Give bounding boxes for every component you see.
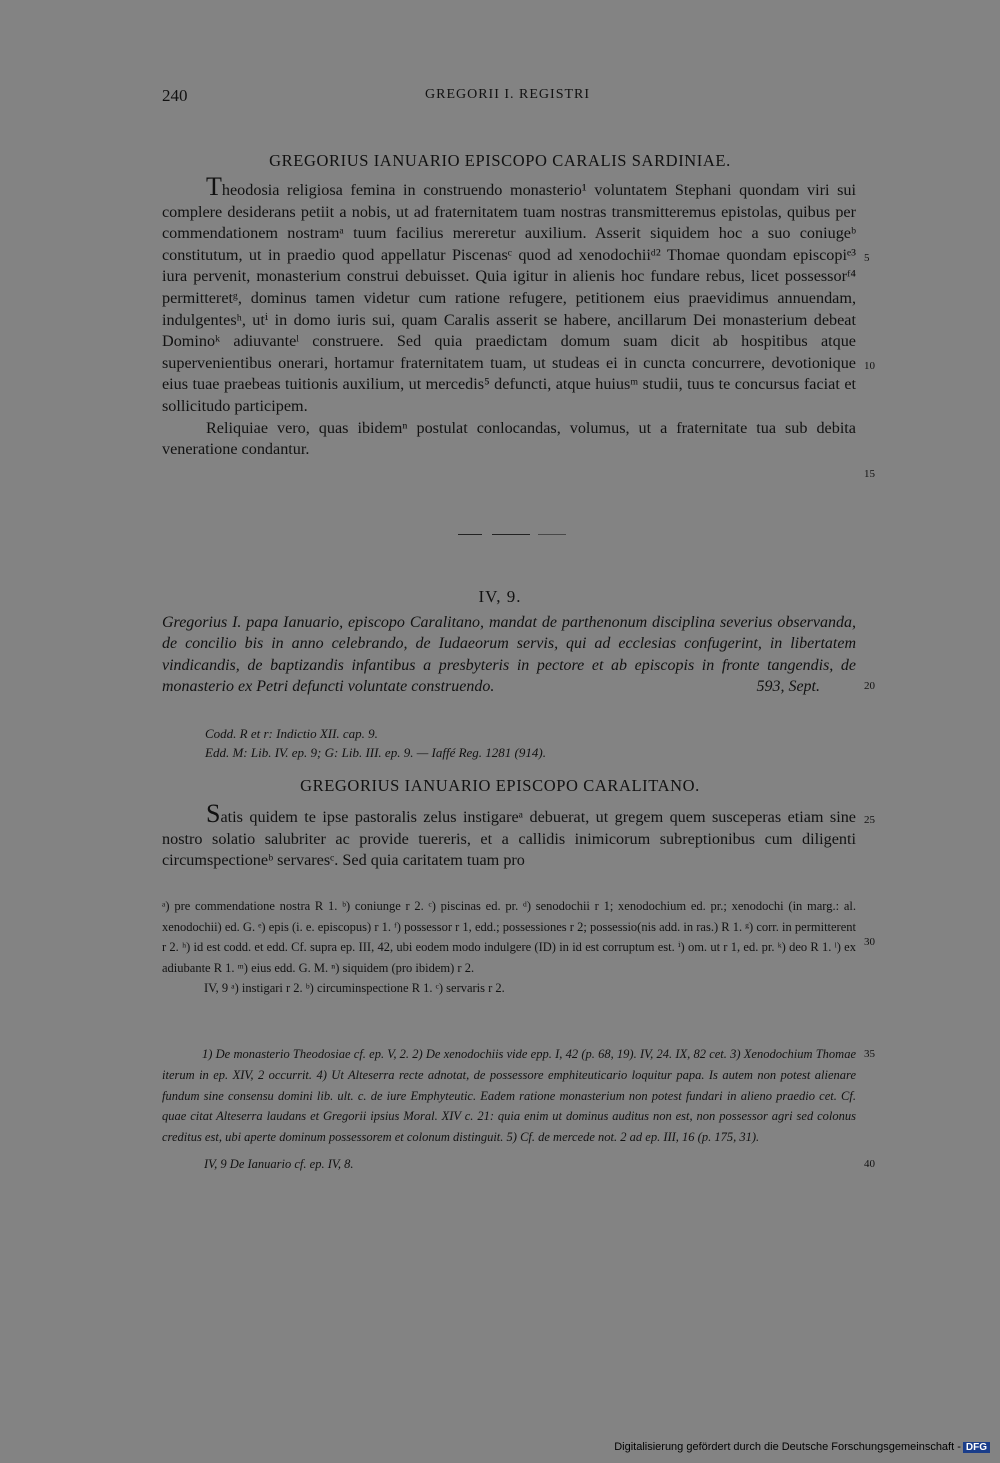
commentary-notes xyxy=(162,1044,856,1175)
initial-letter: S xyxy=(206,799,221,828)
line-number: 30 xyxy=(864,936,875,948)
summary-text: Gregorius I. papa Ianuario, episcopo Caralitano, mandat de parthenonum disciplina severius observanda, de concilio bis in anno celebrando, de Iudaeorum servis, qui ad ecclesias confugerint, in libertatem vindicandis, de baptizandis infantibus a presbyteris in pectore et ab episcopis in fronte tangendis, de monasterio ex Petri defuncti voluntate construendo. xyxy=(162,614,856,696)
dfg-logo: DFG xyxy=(963,1442,990,1453)
critical-apparatus xyxy=(162,896,856,999)
letter-body xyxy=(162,172,856,461)
line-number: 10 xyxy=(864,360,875,372)
letter-date: 593, Sept. xyxy=(756,678,820,696)
paragraph xyxy=(162,172,856,418)
manuscript-sigla xyxy=(205,724,855,762)
section-divider xyxy=(538,534,566,535)
letter-heading: GREGORIUS IANUARIO EPISCOPO CARALITANO. xyxy=(300,776,700,795)
line-number: 40 xyxy=(864,1158,875,1170)
letter-heading: GREGORIUS IANUARIO EPISCOPO CARALIS SARDINIAE. xyxy=(269,151,731,170)
line-number: 5 xyxy=(864,252,870,264)
line-number: 15 xyxy=(864,468,875,480)
line-number: 35 xyxy=(864,1048,875,1060)
line-number: 25 xyxy=(864,814,875,826)
digitization-credit xyxy=(614,1441,990,1453)
commentary-text: 1) De monasterio Theodosiae cf. ep. V, 2. 2) De xenodochiis vide epp. I, 42 (p. 68, 19). IV, 24. IX, 82 cet. 3) Xenodochium Thomae iterum in ep. XIV, 2 occurrit. 4) Ut Alteserra recte adnotat, de possessore emphiteuticario loquitur papa. Is autem non potest alienare fundum sine consensu domini lib. ult. c. de iure Emphyteutic. Eadem ratione monasterium non potest fundari in alieno praedio cet. Cf. quae citat Alteserra laudans et Gregorii ipsius Moral. XIV c. 21: quia enim ut dominus auditus non est, non possessor agri sed colonus creditus est, ubi aperte dominum possessorem et colonum distinguit. 5) Cf. de mercede not. 2 ad ep. III, 16 (p. 175, 31). xyxy=(162,1047,856,1145)
codices-line: Codd. R et r: Indictio XII. cap. 9. xyxy=(205,726,378,741)
section-divider xyxy=(492,534,530,535)
section-label: IV, 9. xyxy=(478,587,522,606)
letter-body xyxy=(162,799,856,872)
initial-letter: T xyxy=(206,172,222,201)
commentary-text: IV, 9 De Ianuario cf. ep. IV, 8. xyxy=(204,1156,354,1171)
paragraph-text: heodosia religiosa femina in construendo monasterio¹ voluntatem Stephani quondam viri sui complere desiderans petiit a nobis, ut ad fraternitatem tuam nostras transmitteremus epistolas, quibus per commendationem nostramᵃ tuum facilius mereretur auxilium. Asserit siquidem hoc a suo coniugeᵇ constitutum, ut in praedio quod appellatur Piscenasᶜ quod ad xenodochiiᵈ² Thomae quondam episcopiᵉ³ iura pervenit, monasterium construi debuisset. Quia igitur in alienis hoc fundare rebus, licet possessorᶠ⁴ permitteretᵍ, dominus tamen videtur cum ratione refugere, petitionem eius praevidimus annuendam, indulgentesʰ, utⁱ in domo iuris sui, quam Caralis asserit se habere, ancillarum Dei monasterium debeat Dominoᵏ adiuvanteˡ construere. Sed quia praedictam domum suam dicit ab hospitibus atque supervenientibus onerari, hortamur fraternitatem tuam, ut studeas ei in cuncta concurrere, devotionique eius tuae praebeas tuitionis auxilium, ut mercedis⁵ defuncti, atque huiusᵐ studii, tuus te concursus faciat et sollicitudo participem. xyxy=(162,181,856,415)
page-number: 240 xyxy=(162,86,188,105)
apparatus-notes: IV, 9 ᵃ) instigari r 2. ᵇ) circuminspectione R 1. ᶜ) servaris r 2. xyxy=(204,981,505,995)
paragraph xyxy=(162,799,856,872)
editions-line: Edd. M: Lib. IV. ep. 9; G: Lib. III. ep. 9. — Iaffé Reg. 1281 (914). xyxy=(205,745,546,760)
line-number: 20 xyxy=(864,680,875,692)
apparatus-notes: ᵃ) pre commendatione nostra R 1. ᵇ) coniunge r 2. ᶜ) piscinas ed. pr. ᵈ) senodochii r 1; xenodochium ed. pr.; xenodochi (in marg.: al. xenodochii) ed. G. ᵉ) epis (i. e. episcopus) r 1. ᶠ) possessor r 1, edd.; possessiones r 2; possessio(nis add. in ras.) R 1. ᵍ) corr. in permitterent r 2. ʰ) id est codd. et edd. Cf. supra ep. III, 42, ubi eodem modo indulgere (ID) in id est corruptum est. ⁱ) om. ut r 1, ed. pr. ᵏ) deo R 1. ˡ) ex adiubante R 1. ᵐ) eius edd. G. M. ⁿ) siquidem (pro ibidem) r 2. xyxy=(162,899,856,975)
running-title: GREGORII I. REGISTRI xyxy=(425,87,591,102)
credit-text: Digitalisierung gefördert durch die Deutsche Forschungsgemeinschaft - xyxy=(614,1441,961,1453)
paragraph-text: atis quidem te ipse pastoralis zelus instigareᵃ debuerat, ut gregem quem susceperas etiam sine nostro solatio salubriter ac provide tuereris, et a callidis inimicorum subreptionibus cum diligenti circumspectioneᵇ servaresᶜ. Sed quia caritatem tuam pro xyxy=(162,808,856,870)
section-divider xyxy=(458,534,482,535)
paragraph: Reliquiae vero, quas ibidemⁿ postulat conlocandas, volumus, ut a fraternitate tua sub debita veneratione condantur. xyxy=(162,418,856,459)
letter-summary xyxy=(162,612,856,698)
